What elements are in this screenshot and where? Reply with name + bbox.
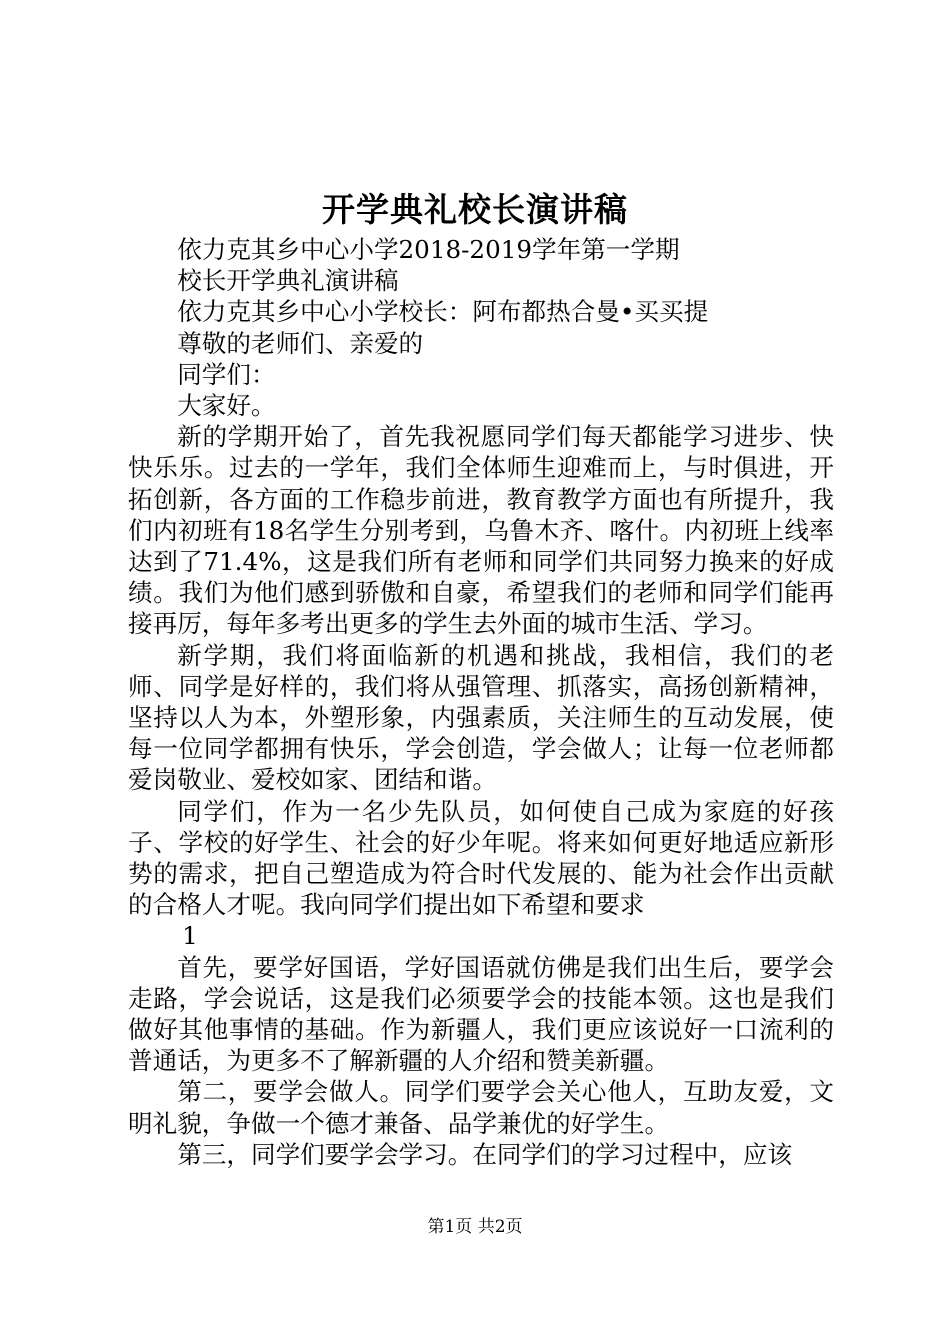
greeting-line: 大家好。 — [177, 391, 276, 421]
paragraph-expectations: 同学们，作为一名少先队员，如何使自己成为家庭的好孩子、学校的好学生、社会的好少年呢。将来如何更好地适应新形势的需求，把自己塑造成为符合时代发展的、能为社会作出贡献的合格人才呢。我向同学们提出如下希望和要求 — [128, 796, 834, 920]
school-term-line: 依力克其乡中心小学2018-2019学年第一学期 — [177, 235, 680, 264]
paragraph-second: 第二，要学会做人。同学们要学会关心他人，互助友爱，文明礼貌，争做一个德才兼备、品学兼优的好学生。 — [128, 1077, 834, 1138]
salutation-line-2: 同学们： — [177, 359, 276, 389]
page-footer: 第1页 共2页 — [427, 1217, 523, 1237]
speech-subtitle: 校长开学典礼演讲稿 — [177, 266, 399, 296]
paragraph-challenges: 新学期，我们将面临新的机遇和挑战，我相信，我们的老师、同学是好样的，我们将从强管理、抓落实，高扬创新精神，坚持以人为本，外塑形象，内强素质，关注师生的互动发展，使每一位同学都拥有快乐，学会创造，学会做人；让每一位老师都爱岗敬业、爱校如家、团结和谐。 — [128, 640, 834, 795]
paragraph-new-term: 新的学期开始了，首先我祝愿同学们每天都能学习进步、快快乐乐。过去的一学年，我们全体师生迎难而上，与时俱进，开拓创新，各方面的工作稳步前进，教育教学方面也有所提升，我们内初班有18名学生分别考到，乌鲁木齐、喀什。内初班上线率达到了71.4%，这是我们所有老师和同学们共同努力换来的好成绩。我们为他们感到骄傲和自豪，希望我们的老师和同学们能再接再厉，每年多考出更多的学生去外面的城市生活、学习。 — [128, 422, 834, 639]
document-title: 开学典礼校长演讲稿 — [322, 190, 628, 229]
list-number: 1 — [182, 921, 198, 951]
speaker-line: 依力克其乡中心小学校长：阿布都热合曼•买买提 — [177, 297, 709, 327]
paragraph-third: 第三，同学们要学会学习。在同学们的学习过程中，应该 — [177, 1139, 793, 1169]
paragraph-first: 首先，要学好国语，学好国语就仿佛是我们出生后，要学会走路，学会说话，这是我们必须要学会的技能本领。这也是我们做好其他事情的基础。作为新疆人，我们更应该说好一口流利的普通话，为更多不了解新疆的人介绍和赞美新疆。 — [128, 952, 834, 1076]
document-body — [128, 234, 834, 1170]
salutation-line-1: 尊敬的老师们、亲爱的 — [177, 328, 424, 358]
